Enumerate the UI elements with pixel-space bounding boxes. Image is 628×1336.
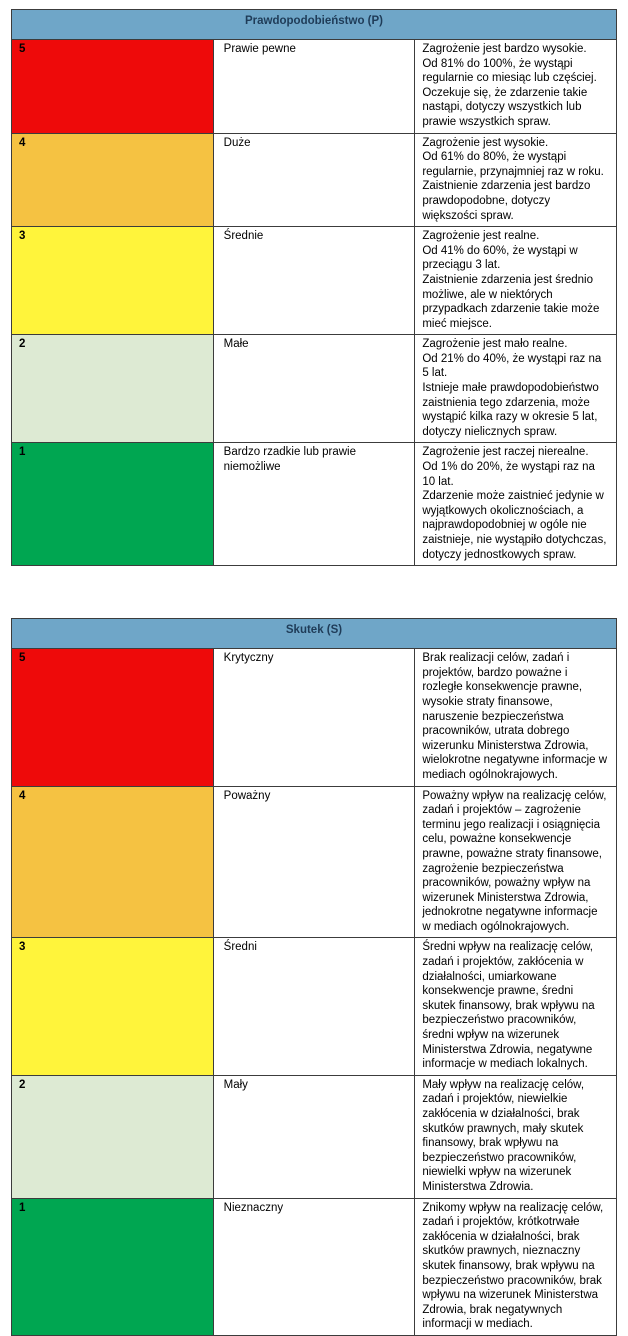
level-cell: 1 <box>12 443 214 566</box>
impact-table-title: Skutek (S) <box>12 619 617 649</box>
level-cell: 3 <box>12 227 214 335</box>
label-cell: Średni <box>213 938 415 1075</box>
description-line: Od 1% do 20%, że wystąpi raz na 10 lat. <box>422 461 595 488</box>
level-cell: 3 <box>12 938 214 1075</box>
description-cell <box>415 1198 617 1335</box>
level-cell: 2 <box>12 335 214 443</box>
table-row <box>12 40 617 134</box>
level-cell: 1 <box>12 1198 214 1335</box>
probability-table-title: Prawdopodobieństwo (P) <box>12 10 617 40</box>
description-line: Od 81% do 100%, że wystąpi regularnie co miesiąc lub częściej. <box>422 57 597 85</box>
description-line: Mały wpływ na realizację celów, zadań i projektów, niewielkie zakłócenia w działalności, brak skutków prawnych, mały skutek finansowy, brak wpływu na bezpieczeństwo pracowników, niewielki wpływ na wizerunek Ministerstwa Zdrowia. <box>422 1078 585 1193</box>
table-row <box>12 227 617 335</box>
description-cell <box>415 649 617 786</box>
description-line: Zdarzenie może zaistnieć jedynie w wyjątkowych okolicznościach, a najprawdopodobniej w ogóle nie zaistnieje, nie wystąpiło dotychczas, dotyczy jednostkowych spraw. <box>422 490 607 561</box>
description-line: Zagrożenie jest raczej nierealne. <box>422 446 589 459</box>
level-cell: 5 <box>12 649 214 786</box>
description-line: Brak realizacji celów, zadań i projektów, bardzo poważne i rozległe konsekwencje prawne, wysokie straty finansowe, naruszenie bezpieczeństwa pracowników, utrata dobrego wizerunku Ministerstwa Zdrowia, wielokrotne negatywne informacje w mediach ogólnokrajowych. <box>422 652 608 781</box>
table-header-row <box>12 10 617 40</box>
description-line: Istnieje małe prawdopodobieństwo zaistnienia tego zdarzenia, może wystąpić kilka razy w okresie 5 lat, dotyczy nielicznych spraw. <box>422 382 599 438</box>
description-line: Zaistnienie zdarzenia jest średnio możliwe, ale w niektórych przypadkach zdarzenie takie może mieć miejsce. <box>422 273 600 330</box>
level-cell: 4 <box>12 786 214 938</box>
description-cell <box>415 133 617 227</box>
label-cell: Krytyczny <box>213 649 415 786</box>
table-row <box>12 133 617 227</box>
label-cell: Małe <box>213 335 415 443</box>
description-cell <box>415 938 617 1075</box>
description-line: Znikomy wpływ na realizację celów, zadań i projektów, krótkotrwałe zakłócenia w działalności, brak skutków prawnych, nieznaczny skutek finansowy, brak wpływu na bezpieczeństwo pracowników, brak wpływu na wizerunek Ministerstwa Zdrowia, brak negatywnych informacji w mediach. <box>422 1201 604 1331</box>
table-row <box>12 786 617 938</box>
label-cell: Mały <box>213 1075 415 1198</box>
table-header-row <box>12 619 617 649</box>
label-cell: Średnie <box>213 227 415 335</box>
description-line: Poważny wpływ na realizację celów, zadań i projektów – zagrożenie terminu jego realizacji i osiągnięcia celu, poważne konsekwencje prawne, poważne straty finansowe, zagrożenie bezpieczeństwa pracowników, poważny wpływ na wizerunek Ministerstwa Zdrowia, jednokrotne negatywne informacje w mediach ogólnokrajowych. <box>422 789 607 933</box>
probability-table <box>11 9 617 566</box>
table-row <box>12 443 617 566</box>
description-line: Oczekuje się, że zdarzenie takie nastąpi, dotyczy wszystkich lub prawie wszystkich spraw. <box>422 86 588 128</box>
label-cell: Duże <box>213 133 415 227</box>
description-line: Zagrożenie jest realne. <box>422 230 540 243</box>
description-cell <box>415 786 617 938</box>
label-cell: Bardzo rzadkie lub prawie niemożliwe <box>213 443 415 566</box>
description-cell <box>415 335 617 443</box>
impact-table <box>11 618 617 1336</box>
table-row <box>12 335 617 443</box>
table-row <box>12 938 617 1075</box>
table-row <box>12 649 617 786</box>
description-line: Od 41% do 60%, że wystąpi w przeciągu 3 lat. <box>422 244 578 272</box>
table-row <box>12 1075 617 1198</box>
label-cell: Nieznaczny <box>213 1198 415 1335</box>
description-cell <box>415 443 617 566</box>
table-row <box>12 1198 617 1335</box>
description-cell <box>415 227 617 335</box>
description-line: Zagrożenie jest wysokie. <box>422 136 549 149</box>
label-cell: Prawie pewne <box>213 40 415 134</box>
description-line: Średni wpływ na realizację celów, zadań i projektów, zakłócenia w działalności, umiarkowane konsekwencje prawne, średni skutek finansowy, brak wpływu na bezpieczeństwo pracowników, średni wpływ na wizerunek Ministerstwa Zdrowia, negatywne informacje w mediach lokalnych. <box>422 941 595 1071</box>
description-line: Zaistnienie zdarzenia jest bardzo prawdopodobne, dotyczy większości spraw. <box>422 180 591 222</box>
description-line: Od 61% do 80%, że wystąpi regularnie, przynajmniej raz w roku. <box>422 151 604 178</box>
level-cell: 4 <box>12 133 214 227</box>
level-cell: 5 <box>12 40 214 134</box>
level-cell: 2 <box>12 1075 214 1198</box>
description-cell <box>415 40 617 134</box>
description-line: Od 21% do 40%, że wystąpi raz na 5 lat. <box>422 352 602 380</box>
description-line: Zagrożenie jest mało realne. <box>422 338 568 351</box>
label-cell: Poważny <box>213 786 415 938</box>
description-line: Zagrożenie jest bardzo wysokie. <box>422 43 587 55</box>
description-cell <box>415 1075 617 1198</box>
